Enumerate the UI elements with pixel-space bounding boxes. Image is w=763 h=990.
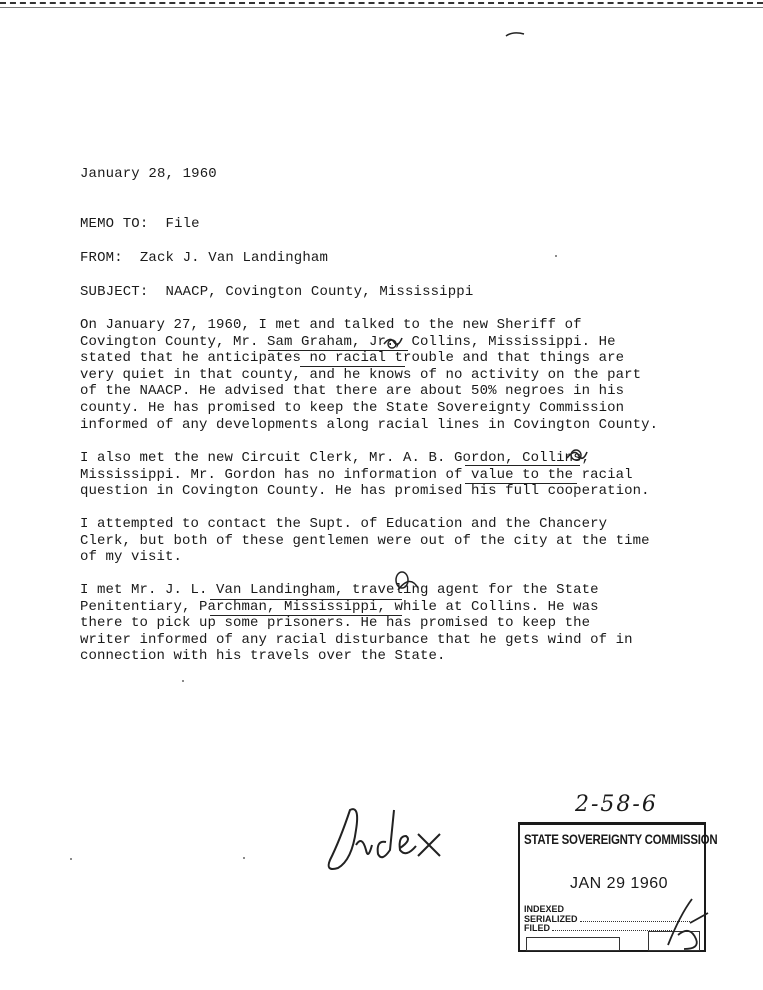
check-mark-icon: [390, 568, 420, 594]
memo-paragraph-4: I met Mr. J. L. Van Landingham, traveling agent for the State Penitentiary, Parchman, Mississippi, while at Collins. He was there to pick up some prisoners. He has promised to keep the writer informed of any racial disturbance that he gets wind of in connection with his travels over the State.: [80, 582, 633, 665]
scan-speck: [70, 858, 72, 860]
received-stamp: [518, 822, 718, 952]
handwritten-index-signature: [320, 790, 460, 880]
from-value: Zack J. Van Landingham: [139, 250, 329, 266]
memo-to-value: File: [165, 216, 200, 232]
scan-speck: [243, 857, 245, 859]
from-line: [80, 250, 328, 267]
underline-gordon: [465, 465, 580, 466]
underline-value: [465, 483, 577, 484]
underline-no-racial: [300, 366, 405, 367]
memo-to-label: MEMO TO:: [80, 216, 149, 232]
underline-van-landingham: [210, 599, 402, 600]
scan-speck: [182, 680, 184, 682]
stamp-box: [526, 937, 620, 951]
memo-to-line: [80, 216, 200, 233]
subject-line: [80, 284, 473, 301]
memo-date: January 28, 1960: [80, 166, 217, 182]
stamp-initials-scribble: [660, 895, 710, 953]
stamp-date: JAN 29 1960: [570, 875, 669, 892]
memo-paragraph-2: I also met the new Circuit Clerk, Mr. A. B. Gordon, Collins, Mississippi. Mr. Gordon has no information of value to the racial question in Covington County. He has promised his full cooperation.: [80, 450, 650, 500]
check-mark-icon: [565, 446, 589, 464]
underline-parchman: [210, 615, 402, 616]
subject-label: SUBJECT:: [80, 284, 149, 300]
handwritten-file-number: 2-58-6: [575, 792, 658, 817]
stamp-field-filed: FILED: [524, 924, 690, 934]
stamp-field-indexed: INDEXED: [524, 904, 565, 914]
subject-value: NAACP, Covington County, Mississippi: [165, 284, 474, 300]
stamp-field-serialized: SERIALIZED: [524, 915, 690, 925]
check-mark-icon: [382, 334, 404, 352]
scan-speck: [555, 255, 557, 257]
stamp-title: STATE SOVEREIGNTY COMMISSION: [524, 831, 718, 847]
pen-mark: [505, 30, 525, 38]
memo-paragraph-1: On January 27, 1960, I met and talked to the new Sheriff of Covington County, Mr. Sam Graham, Jr., Collins, Mississippi. He stated that he anticipates no racial trouble and that things are very quiet in that county, and he knows of no activity on the part of the NAACP. He advised that there are about 50% negroes in his county. He has promised to keep the State Sovereignty Commission informed of any developments along racial lines in Covington County.: [80, 317, 659, 433]
memo-paragraph-3: I attempted to contact the Supt. of Education and the Chancery Clerk, but both of these gentlemen were out of the city at the time of my visit.: [80, 516, 650, 566]
top-border-rule: [0, 2, 763, 8]
from-label: FROM:: [80, 250, 123, 266]
